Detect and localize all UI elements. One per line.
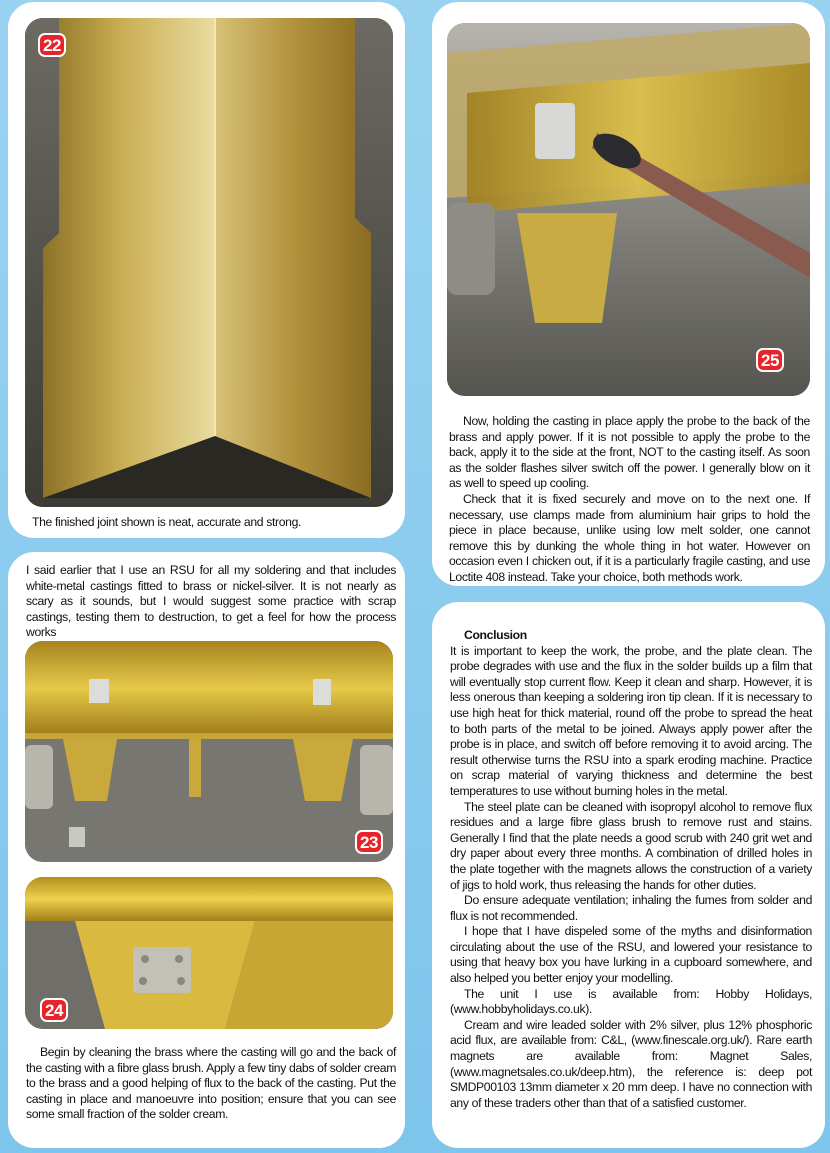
begin-text: Begin by cleaning the brass where the casting will go and the back of the casting with a fibre glass brush. Apply a few tiny dabs of solder cream to the brass and a good helping of flux to the back of the casting. Put the casting in place and manoeuvre into position; ensure that you can see some small fraction of the solder cream. [26,1045,396,1122]
probe-soldering-illustration [447,23,810,396]
conclusion-paragraph-3: Do ensure adequate ventilation; inhaling the fumes from solder and flux is not recommended. [450,893,812,923]
intro-paragraph [26,563,396,641]
conclusion-heading: Conclusion [464,628,527,642]
figure-number-badge: 24 [40,998,68,1022]
photo-brass-angle-joint [25,18,393,507]
panel-left-body [8,552,405,1148]
conclusion-section [450,628,812,1111]
figure-number-badge: 22 [38,33,66,57]
etched-chassis-illustration [25,641,393,862]
panel-figure-22 [8,2,405,538]
panel-conclusion [432,602,825,1148]
begin-paragraph [26,1045,396,1123]
figure-number-badge: 23 [355,830,383,854]
figure-caption: The finished joint shown is neat, accurate and strong. [32,515,302,529]
clamps-paragraph: Check that it is fixed securely and move on to the next one. If necessary, use clamps made from aluminium hair grips to hold the piece in place because, unlike using low melt solder, one cannot remove this by dunking the whole thing in hot water. However on occasion even I chicken out, if it is a particularly fragile casting, and use Loctite 408 instead. Take your choice, both methods work. [449,491,810,584]
casting-placed-illustration [25,877,393,1029]
conclusion-paragraph-2: The steel plate can be cleaned with isopropyl alcohol to remove flux residues and a large fibre glass brush to remove rust and stains. Generally I find that the plate needs a good scrub with 240 grit wet and dry paper about every three months. A combination of drilled holes in the plate together with the magnets allows the construction of a variety of jigs to hold work, thus releasing the hands for other duties. [450,799,812,892]
conclusion-paragraph-5: The unit I use is available from: Hobby Holidays, (www.hobbyholidays.co.uk). [450,986,812,1017]
conclusion-paragraph-6: Cream and wire leaded solder with 2% silver, plus 12% phosphoric acid flux, are available from: C&L, (www.finescale.org.uk/). Rare earth magnets are available from: Magnet Sales, (www.magnetsales.co.uk/deep.htm), the reference is: deep pot SMDP00103 13mm diameter x 20 mm deep. I have no connection with any of these traders other than that of a satisfied customer. [450,1017,812,1110]
conclusion-paragraph-4: I hope that I have dispeled some of the myths and disinformation circulating about the use of the RSU, and lowered your resistance to using that heavy box you have lurking in a cupboard somewhere, and also helped you better enjoy your modelling. [450,924,812,986]
probe-paragraph: Now, holding the casting in place apply the probe to the back of the brass and apply power. If it is not possible to apply the probe to the back, apply it to the side at the front, NOT to the casting itself. As soon as the solder flashes silver switch off the power. I generally blow on it as well to speed up cooling. [449,414,810,491]
brass-angle-illustration [25,18,393,507]
conclusion-paragraph-1: It is important to keep the work, the probe, and the plate clean. The probe degrades with use and the flux in the solder builds up a film that will eventually stop current flow. Keep it clean and sharp. However, it is less onerous than keeping a soldering iron tip clean. If it is necessary to use high heat for thick material, round off the probe to spread the heat to both parts of the metal to be joined. Always apply power after the probe is in place, and switch off before removing it to avoid arcing. The result otherwise turns the RSU into a spark eroding machine. Practice on scrap material of varying thickness and determine the best temperatures to use without burning holes in the metal. [450,643,812,798]
intro-text: I said earlier that I use an RSU for all my soldering and that includes white-metal castings fitted to brass or nickel-silver. It is not nearly as scary as it sounds, but I would suggest some practice with scrap castings, testing them to destruction, to get a feel for how the process works [26,563,396,640]
photo-casting-placed [25,877,393,1029]
photo-probe-soldering [447,23,810,396]
panel-right-top [432,2,825,586]
figure-number-badge: 25 [756,348,784,372]
right-body-text [449,414,810,586]
photo-etched-chassis [25,641,393,862]
